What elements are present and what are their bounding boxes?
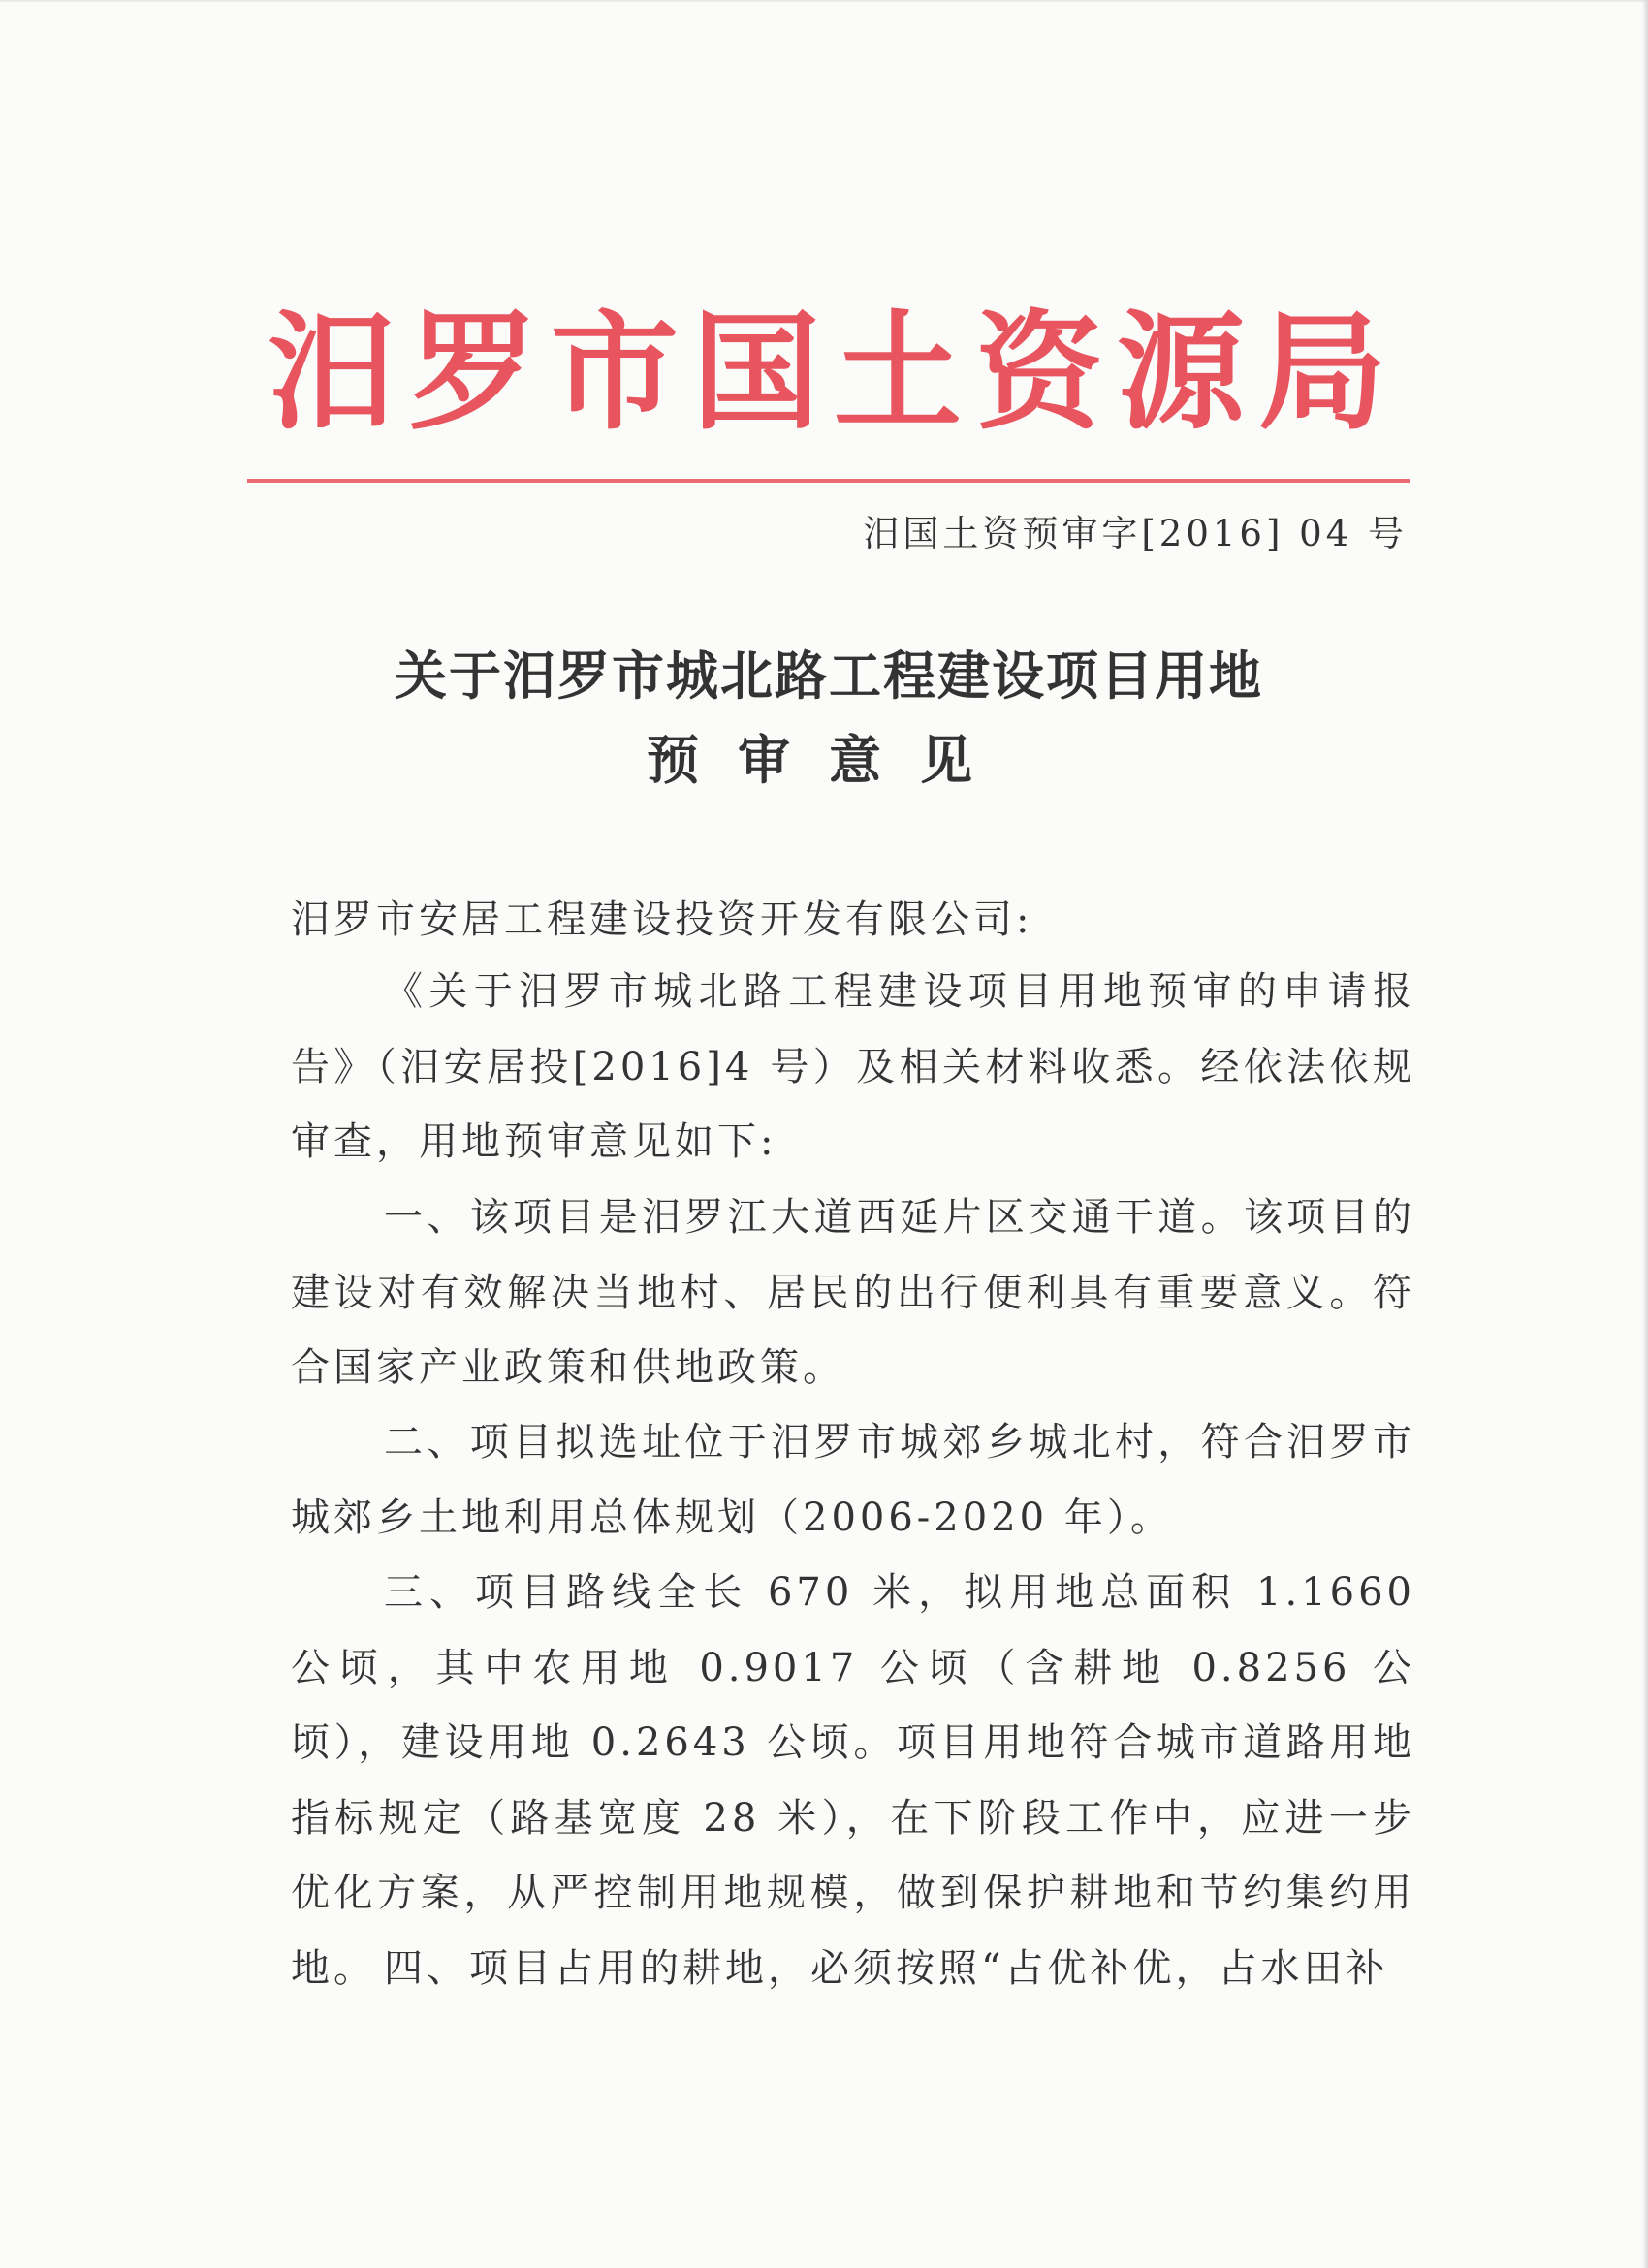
paragraph-intro: 《关于汨罗市城北路工程建设项目用地预审的申请报告》（汨安居投[2016]4 号）及相关材料收悉。经依法依规审查，用地预审意见如下: [291,969,1415,1164]
paragraph-item-4: 四、项目占用的耕地，必须按照“占优补优，占水田补 [384,1946,1389,1991]
paragraph-item-1: 一、该项目是汨罗江大道西延片区交通干道。该项目的建设对有效解决当地村、居民的出行便利具有重要意义。符合国家产业政策和供地政策。 [291,1195,1415,1390]
addressee: 汨罗市安居工程建设投资开发有限公司: [291,898,1033,942]
paragraph-item-2: 二、项目拟选址位于汨罗市城郊乡城北村，符合汨罗市城郊乡土地利用总体规划（2006-2020 年）。 [291,1420,1415,1540]
scan-edge-right [1642,0,1648,2268]
red-header-rule [247,479,1410,483]
document-title-line-2: 预审意见 [647,730,1011,791]
document-title-line-1: 关于汨罗市城北路工程建设项目用地 [395,646,1263,707]
issuing-authority-header: 汨罗市国土资源局 [268,299,1400,448]
paragraph-item-3: 三、项目路线全长 670 米，拟用地总面积 1.1660 公顷，其中农用地 0.9017 公顷（含耕地 0.8256 公顷），建设用地 0.2643 公顷。项目用地符合城市道路用地指标规定（路基宽度 28 米），在下阶段工作中，应进一步优化方案，从严控制用地规模，做到保护耕地和节约集约用地。 [291,1570,1415,1991]
document-number: 汨国土资预审字[2016] 04 号 [863,513,1408,554]
scan-edge-top [0,0,1648,3]
